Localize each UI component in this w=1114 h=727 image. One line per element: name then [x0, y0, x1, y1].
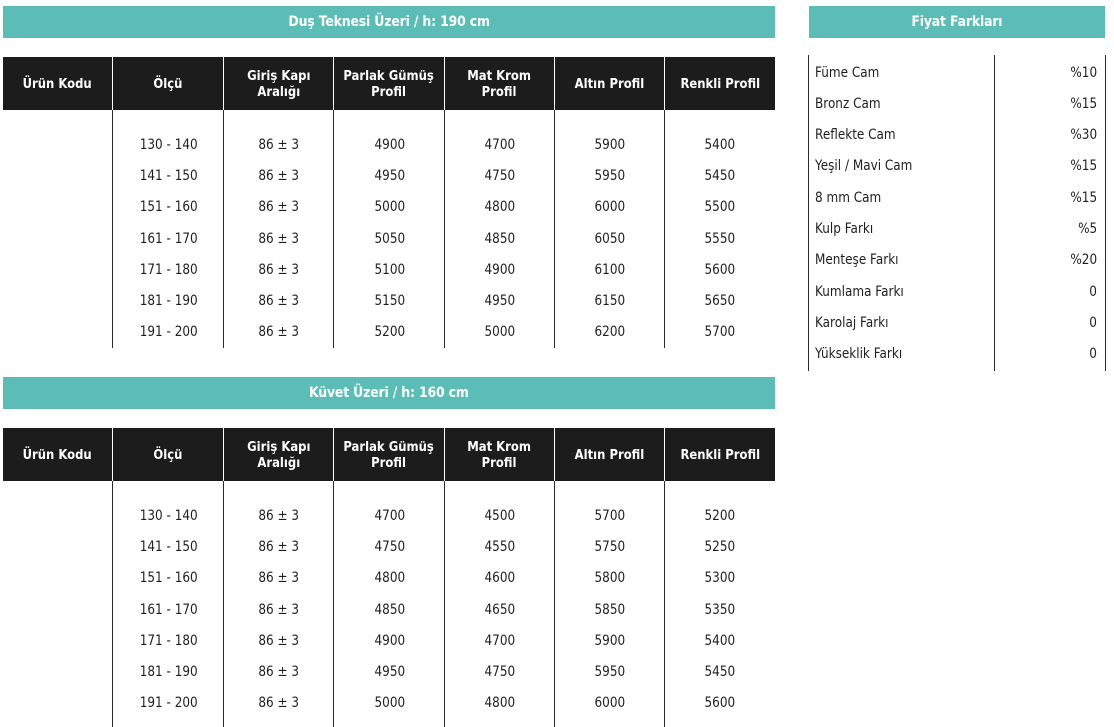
table-cell: 6050 — [594, 230, 626, 247]
dus-section-title: Duş Teknesi Üzeri / h: 190 cm — [3, 6, 775, 38]
table-cell — [3, 231, 113, 247]
fiyat-item-value: 0 — [1089, 346, 1097, 363]
fiyat-item-label: Yeşil / Mavi Cam — [815, 158, 913, 175]
table-row — [3, 500, 775, 531]
fiyat-left-line — [808, 55, 809, 371]
table-cell: 130 - 140 — [139, 507, 198, 524]
table-cell: 151 - 160 — [139, 570, 198, 587]
fiyat-item-label: Kumlama Farkı — [815, 283, 904, 300]
table-cell: 86 ± 3 — [258, 632, 300, 649]
table-cell: 86 ± 3 — [258, 538, 300, 555]
fiyat-item-label: Bronz Cam — [815, 95, 881, 112]
fiyat-item-value: %15 — [1070, 189, 1097, 206]
table-cell: 4500 — [484, 507, 516, 524]
table-cell — [3, 137, 113, 153]
table-cell: 191 - 200 — [139, 695, 198, 712]
table-cell: 4700 — [484, 136, 516, 153]
fiyat-item-value: %15 — [1070, 95, 1097, 112]
col-header-urun-kodu: Ürün Kodu — [3, 428, 113, 481]
table-row — [3, 285, 775, 316]
table-cell: 4800 — [374, 570, 405, 587]
table-cell: 5250 — [704, 538, 736, 555]
table-cell: 5200 — [374, 324, 405, 341]
table-cell: 5900 — [594, 136, 626, 153]
table-cell: 6000 — [594, 199, 626, 216]
table-cell: 5000 — [374, 199, 405, 216]
col-header-altin: Altın Profil — [555, 57, 665, 110]
fiyat-item-value: %10 — [1070, 64, 1097, 81]
table-row — [3, 656, 775, 687]
table-cell: 86 ± 3 — [258, 230, 300, 247]
dus-table-header — [3, 57, 775, 110]
table-cell: 5300 — [704, 570, 736, 587]
table-cell: 5450 — [704, 664, 736, 681]
table-cell: 5750 — [594, 538, 626, 555]
table-cell: 86 ± 3 — [258, 167, 300, 184]
table-cell: 86 ± 3 — [258, 507, 300, 524]
table-cell: 4900 — [374, 632, 405, 649]
fiyat-item-value: %30 — [1070, 127, 1097, 144]
col-header-urun-kodu: Ürün Kodu — [3, 57, 113, 110]
col-header-parlak-gumus: Parlak Gümüş Profil — [334, 428, 445, 481]
fiyat-item — [815, 182, 1097, 213]
table-cell — [3, 633, 113, 649]
table-cell: 5450 — [704, 167, 736, 184]
table-row — [3, 192, 775, 223]
table-cell: 4650 — [484, 601, 516, 618]
table-cell — [3, 199, 113, 215]
table-cell: 4750 — [484, 664, 516, 681]
fiyat-right-line — [1105, 55, 1106, 371]
table-cell: 86 ± 3 — [258, 293, 300, 310]
table-row — [3, 688, 775, 719]
table-cell: 86 ± 3 — [258, 261, 300, 278]
table-cell: 161 - 170 — [139, 230, 198, 247]
table-cell: 171 - 180 — [139, 261, 198, 278]
kuvet-section-title: Küvet Üzeri / h: 160 cm — [3, 377, 775, 409]
table-cell: 4700 — [374, 507, 405, 524]
fiyat-farklari-title: Fiyat Farkları — [809, 6, 1105, 38]
table-cell: 141 - 150 — [139, 167, 198, 184]
table-cell: 4750 — [484, 167, 516, 184]
kuvet-table-header — [3, 428, 775, 481]
col-header-giris-kapi: Giriş Kapı Aralığı — [224, 428, 334, 481]
table-cell — [3, 695, 113, 711]
fiyat-item-value: 0 — [1089, 314, 1097, 331]
table-cell: 86 ± 3 — [258, 570, 300, 587]
table-cell — [3, 168, 113, 184]
table-cell: 4950 — [484, 293, 516, 310]
table-cell: 130 - 140 — [139, 136, 198, 153]
table-cell: 5650 — [704, 293, 736, 310]
table-cell — [3, 508, 113, 524]
col-header-altin: Altın Profil — [555, 428, 665, 481]
table-row — [3, 563, 775, 594]
table-cell: 5400 — [704, 632, 736, 649]
fiyat-item — [815, 57, 1097, 88]
fiyat-item-value: %20 — [1070, 252, 1097, 269]
table-cell — [3, 539, 113, 555]
table-cell: 5950 — [594, 664, 626, 681]
table-cell: 6200 — [594, 324, 626, 341]
table-cell: 86 ± 3 — [258, 324, 300, 341]
table-cell: 161 - 170 — [139, 601, 198, 618]
table-cell: 5200 — [704, 507, 736, 524]
col-header-giris-kapi: Giriş Kapı Aralığı — [224, 57, 334, 110]
table-row — [3, 254, 775, 285]
col-header-mat-krom: Mat Krom Profil — [445, 57, 555, 110]
table-cell: 191 - 200 — [139, 324, 198, 341]
table-row — [3, 531, 775, 562]
table-cell: 5000 — [484, 324, 516, 341]
col-header-renkli: Renkli Profil — [680, 446, 760, 463]
col-header-olcu: Ölçü — [113, 57, 224, 110]
table-cell — [3, 293, 113, 309]
fiyat-item — [815, 245, 1097, 276]
table-cell: 6100 — [594, 261, 626, 278]
table-cell: 5500 — [704, 199, 736, 216]
table-cell: 181 - 190 — [139, 664, 198, 681]
table-cell: 151 - 160 — [139, 199, 198, 216]
table-cell: 4800 — [484, 695, 516, 712]
fiyat-item-value: 0 — [1089, 283, 1097, 300]
table-row — [3, 129, 775, 160]
table-row — [3, 594, 775, 625]
table-cell: 5100 — [374, 261, 405, 278]
table-cell: 5700 — [594, 507, 626, 524]
kuvet-table-body — [3, 500, 775, 719]
table-cell: 86 ± 3 — [258, 601, 300, 618]
fiyat-item-label: Füme Cam — [815, 64, 880, 81]
table-cell: 5900 — [594, 632, 626, 649]
fiyat-item-label: Kulp Farkı — [815, 221, 874, 237]
table-cell: 4850 — [484, 230, 516, 247]
table-cell: 181 - 190 — [139, 293, 198, 310]
fiyat-item-value: %5 — [1077, 221, 1097, 237]
table-cell — [3, 570, 113, 586]
table-cell: 5400 — [704, 136, 736, 153]
table-cell: 4950 — [374, 664, 405, 681]
table-cell: 4750 — [374, 538, 405, 555]
table-cell: 86 ± 3 — [258, 199, 300, 216]
col-header-mat-krom: Mat Krom Profil — [445, 428, 555, 481]
fiyat-item-label: Reflekte Cam — [815, 127, 896, 144]
table-cell: 4700 — [484, 632, 516, 649]
table-cell: 5800 — [594, 570, 626, 587]
table-cell: 6150 — [594, 293, 626, 310]
table-row — [3, 317, 775, 348]
table-cell: 4950 — [374, 167, 405, 184]
table-row — [3, 223, 775, 254]
dus-table-body — [3, 129, 775, 348]
col-header-olcu: Ölçü — [113, 428, 224, 481]
table-cell: 5050 — [374, 230, 405, 247]
col-header-renkli: Renkli Profil — [680, 75, 760, 92]
table-cell: 86 ± 3 — [258, 136, 300, 153]
fiyat-item — [815, 339, 1097, 370]
table-cell: 5350 — [704, 601, 736, 618]
table-row — [3, 160, 775, 191]
fiyat-item-label: Karolaj Farkı — [815, 314, 889, 331]
table-cell: 5850 — [594, 601, 626, 618]
fiyat-item — [815, 214, 1097, 245]
table-cell: 5950 — [594, 167, 626, 184]
fiyat-item-value: %15 — [1070, 158, 1097, 175]
table-cell: 4550 — [484, 538, 516, 555]
table-cell: 5700 — [704, 324, 736, 341]
table-row — [3, 625, 775, 656]
table-cell: 171 - 180 — [139, 632, 198, 649]
table-cell: 4900 — [374, 136, 405, 153]
table-cell: 5600 — [704, 695, 736, 712]
fiyat-item — [815, 88, 1097, 119]
table-cell: 6000 — [594, 695, 626, 712]
table-cell: 4600 — [484, 570, 516, 587]
fiyat-item — [815, 307, 1097, 338]
fiyat-item-label: Menteşe Farkı — [815, 252, 899, 269]
table-cell — [3, 602, 113, 618]
table-cell: 4900 — [484, 261, 516, 278]
fiyat-item — [815, 276, 1097, 307]
table-cell: 5600 — [704, 261, 736, 278]
fiyat-item — [815, 151, 1097, 182]
fiyat-item — [815, 120, 1097, 151]
table-cell: 4800 — [484, 199, 516, 216]
fiyat-item-label: Yükseklik Farkı — [815, 346, 903, 363]
table-cell: 4850 — [374, 601, 405, 618]
table-cell — [3, 664, 113, 680]
table-cell: 5150 — [374, 293, 405, 310]
table-cell — [3, 262, 113, 278]
table-cell: 5550 — [704, 230, 736, 247]
table-cell: 141 - 150 — [139, 538, 198, 555]
table-cell: 86 ± 3 — [258, 664, 300, 681]
table-cell: 86 ± 3 — [258, 695, 300, 712]
table-cell — [3, 324, 113, 340]
table-cell: 5000 — [374, 695, 405, 712]
fiyat-item-label: 8 mm Cam — [815, 189, 882, 206]
col-header-parlak-gumus: Parlak Gümüş Profil — [334, 57, 445, 110]
